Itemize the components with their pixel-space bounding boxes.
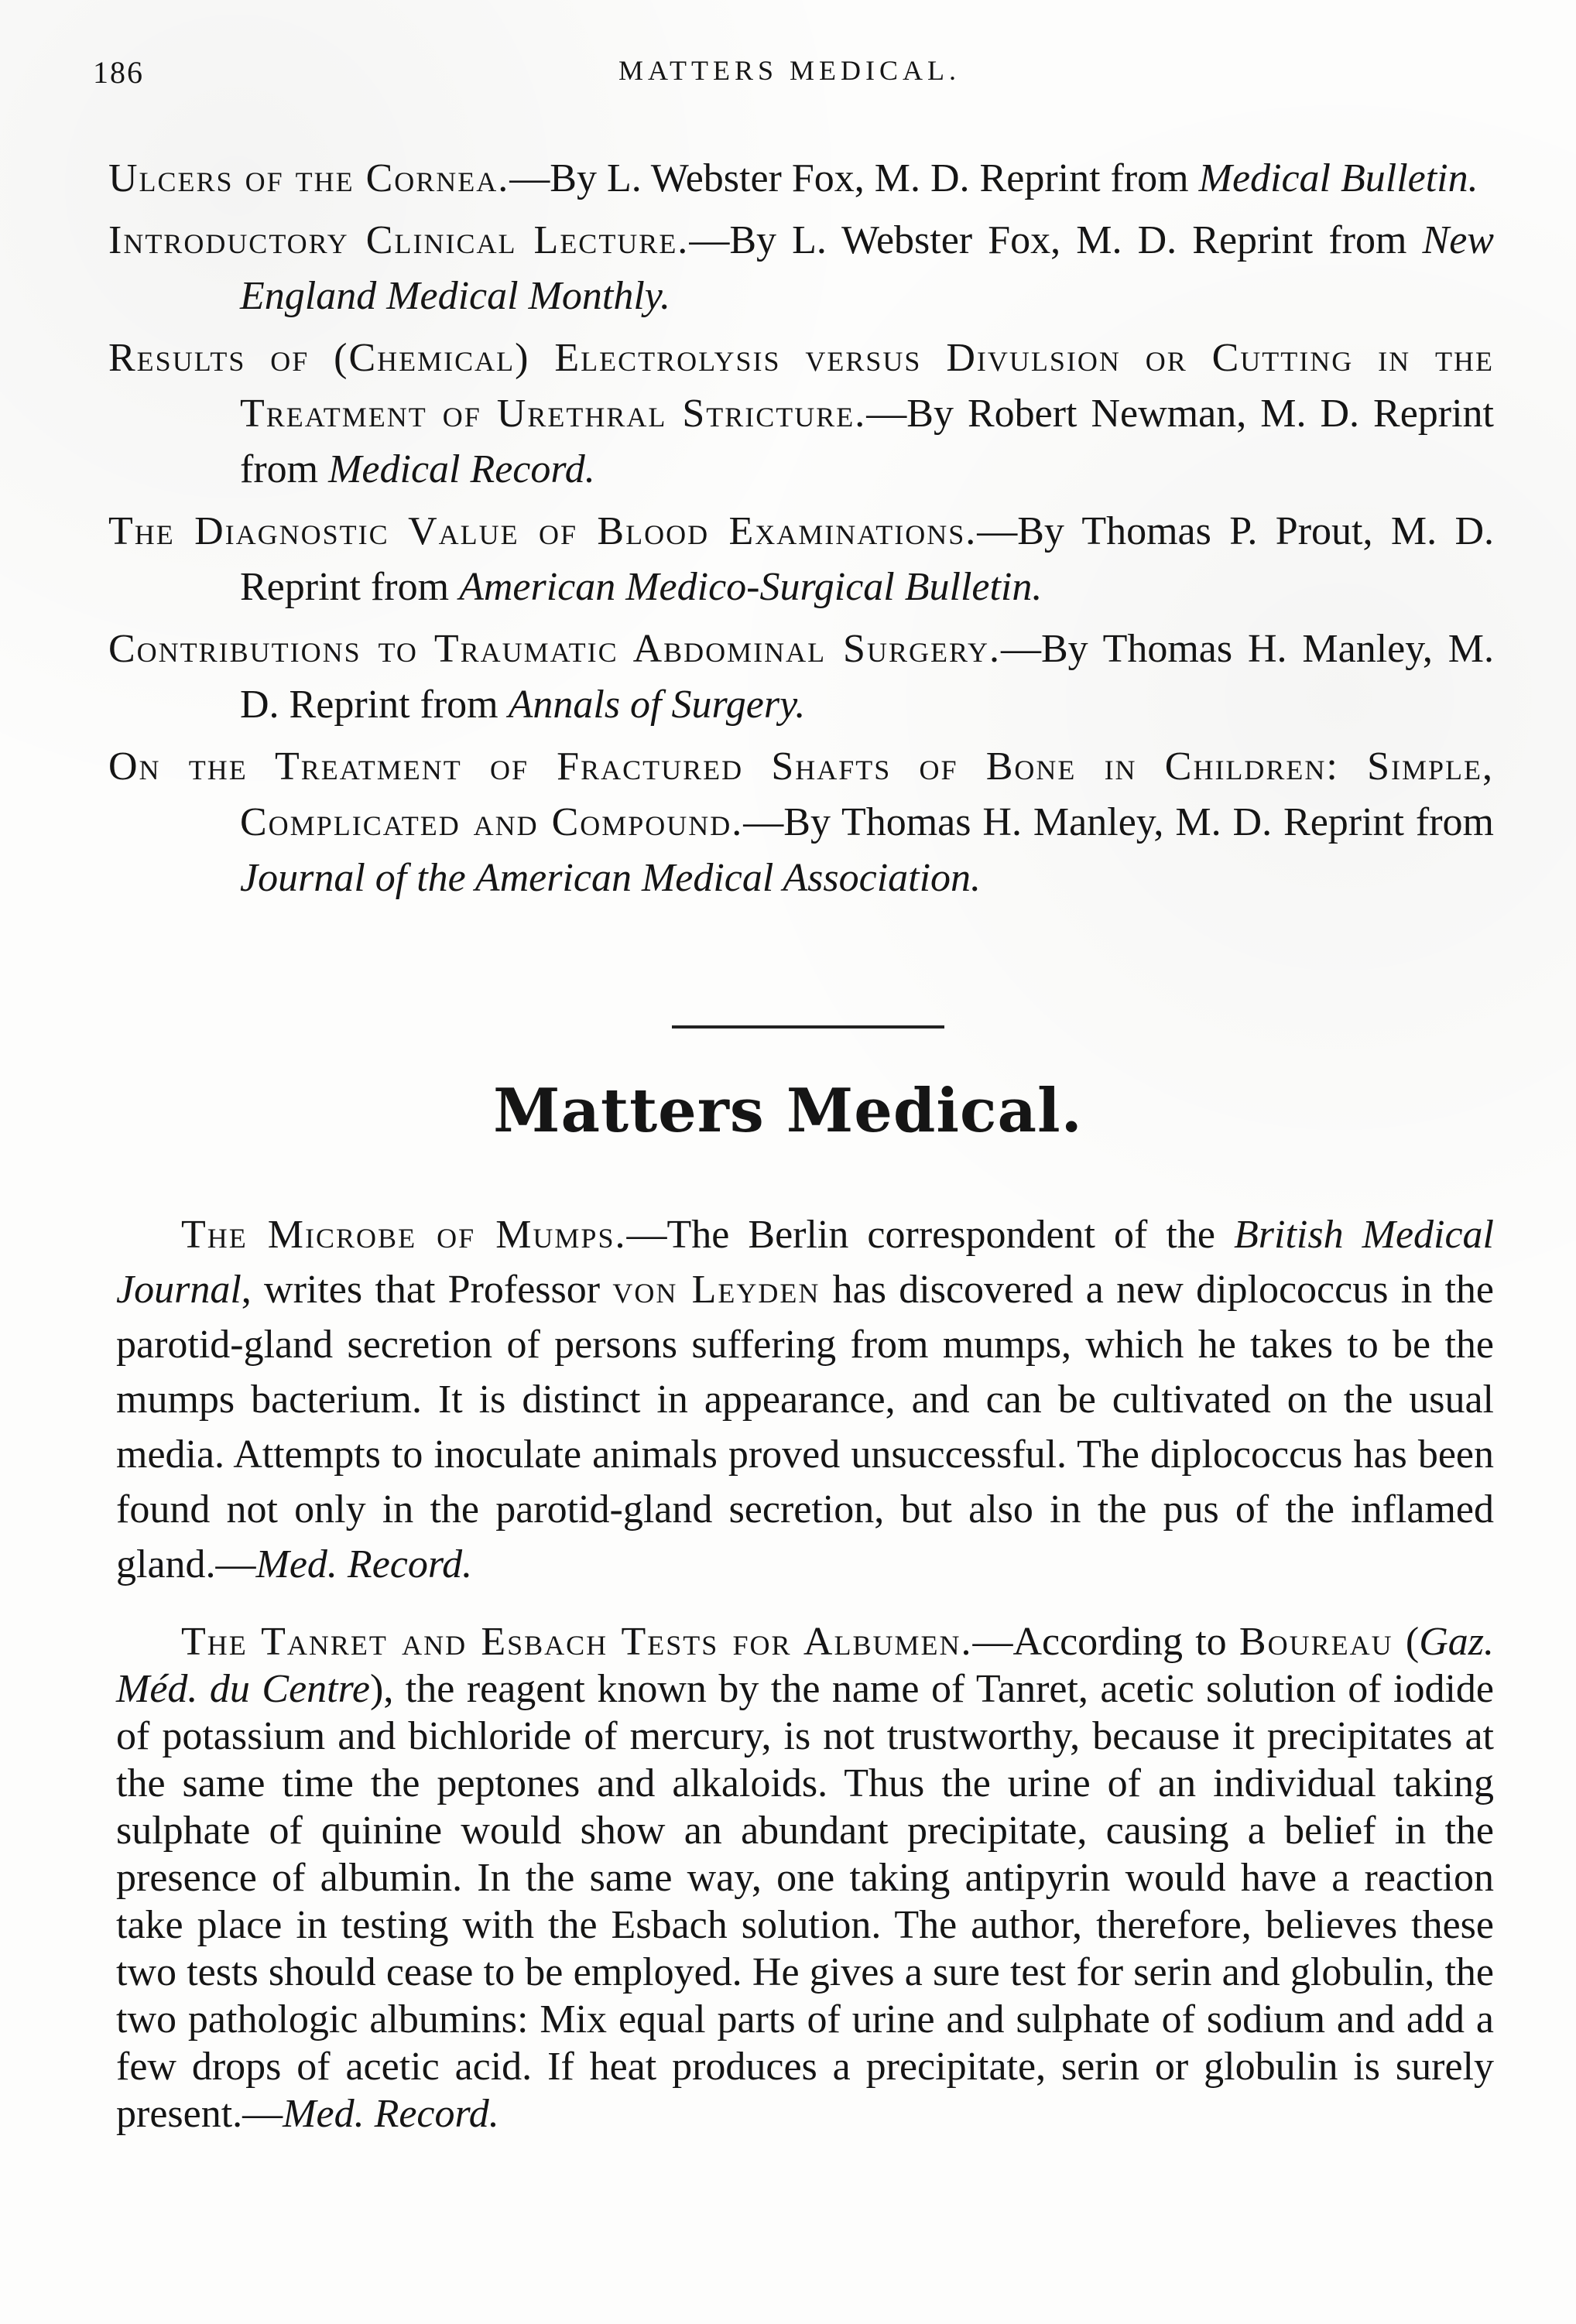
person-name: Boureau (1239, 1620, 1393, 1664)
journal-name: British Medical Journal (116, 1213, 1495, 1312)
entry-author: —By L. Webster Fox, M. D. Reprint from (689, 218, 1423, 262)
entry-title: Introductory Clinical Lecture. (108, 218, 690, 262)
article-text: —According to (972, 1620, 1239, 1664)
article-paragraph (116, 1618, 1494, 2137)
reprint-entry (108, 213, 1494, 324)
article-title: The Tanret and Esbach Tests for Albumen. (181, 1620, 973, 1664)
entry-source: Journal of the American Medical Association. (240, 856, 982, 900)
entry-source: Annals of Surgery. (508, 683, 806, 727)
entry-author: —By L. Webster Fox, M. D. Reprint from (509, 156, 1199, 200)
entry-author: —By Thomas H. Manley, M. D. Reprint from (240, 627, 1494, 727)
reprint-list (108, 151, 1494, 912)
entry-source: New England Medical Monthly. (240, 218, 1494, 318)
entry-source: Medical Record. (328, 447, 595, 491)
entry-title: On the Treatment of Fractured Shafts of Bone in Children: Simple, Complicated and Compound. (108, 744, 1494, 844)
entry-author: —By Robert Newman, M. D. Reprint from (240, 392, 1495, 491)
entry-source: American Medico-Surgical Bulletin. (459, 565, 1043, 609)
entry-title: Results of (Chemical) Electrolysis versus Divulsion or Cutting in the Treatment of Urethral Stricture. (108, 336, 1494, 436)
article-text: —The Berlin correspondent of the (626, 1213, 1234, 1257)
reprint-entry (108, 621, 1494, 733)
article-paragraph (116, 1207, 1494, 1592)
entry-title: Ulcers of the Cornea. (108, 156, 510, 200)
page-number: 186 (93, 55, 144, 90)
article-text: ( (1393, 1620, 1420, 1664)
reprint-entry (108, 504, 1494, 615)
article-text: has discovered a new diplococcus in the parotid-gland secretion of persons suffering from mumps, which he takes to be the mumps bacterium. It is distinct in appearance, and can be cultivated on the usual media. Attempts to inoculate animals proved unsuccessful. The diplococcus has been found not only in the parotid-gland secretion, but also in the pus of the inflamed gland.— (116, 1268, 1494, 1586)
entry-author: —By Thomas H. Manley, M. D. Reprint from (743, 800, 1495, 844)
entry-source: Medical Bulletin. (1198, 156, 1478, 200)
reprint-entry (108, 151, 1494, 207)
article-source: Med. Record. (283, 2092, 499, 2136)
entry-title: Contributions to Traumatic Abdominal Surgery. (108, 627, 1001, 671)
section-heading: Matters Medical. (493, 1076, 1083, 1146)
article-source: Med. Record. (255, 1542, 473, 1586)
journal-name: Gaz. Méd. du Centre (116, 1620, 1494, 1711)
reprint-entry (108, 739, 1494, 906)
page-header (77, 54, 1502, 101)
articles (116, 1207, 1494, 2164)
entry-author: —By Thomas P. Prout, M. D. Reprint from (240, 509, 1494, 609)
person-name: von Leyden (612, 1268, 821, 1312)
article-title: The Microbe of Mumps. (181, 1213, 627, 1257)
section-divider (672, 1025, 944, 1029)
running-head: MATTERS MEDICAL. (618, 55, 961, 86)
article-text: ), the reagent known by the name of Tanret, acetic solution of iodide of potassium and bichloride of mercury, is not trustworthy, because it precipitates at the same time the peptones and alkaloids. Thus the urine of an individual taking sulphate of quinine would show an abundant precipitate, causing a belief in the presence of albumin. In the same way, one taking antipyrin would have a reaction take place in testing with the Esbach solution. The author, therefore, believes these two tests should cease to be employed. He gives a sure test for serin and globulin, the two pathologic albumins: Mix equal parts of urine and sulphate of sodium and add a few drops of acetic acid. If heat produces a precipitate, serin or globulin is surely present.— (116, 1667, 1494, 2136)
entry-title: The Diagnostic Value of Blood Examinations. (108, 509, 978, 553)
article-text: , writes that Professor (241, 1268, 613, 1312)
reprint-entry (108, 330, 1494, 498)
